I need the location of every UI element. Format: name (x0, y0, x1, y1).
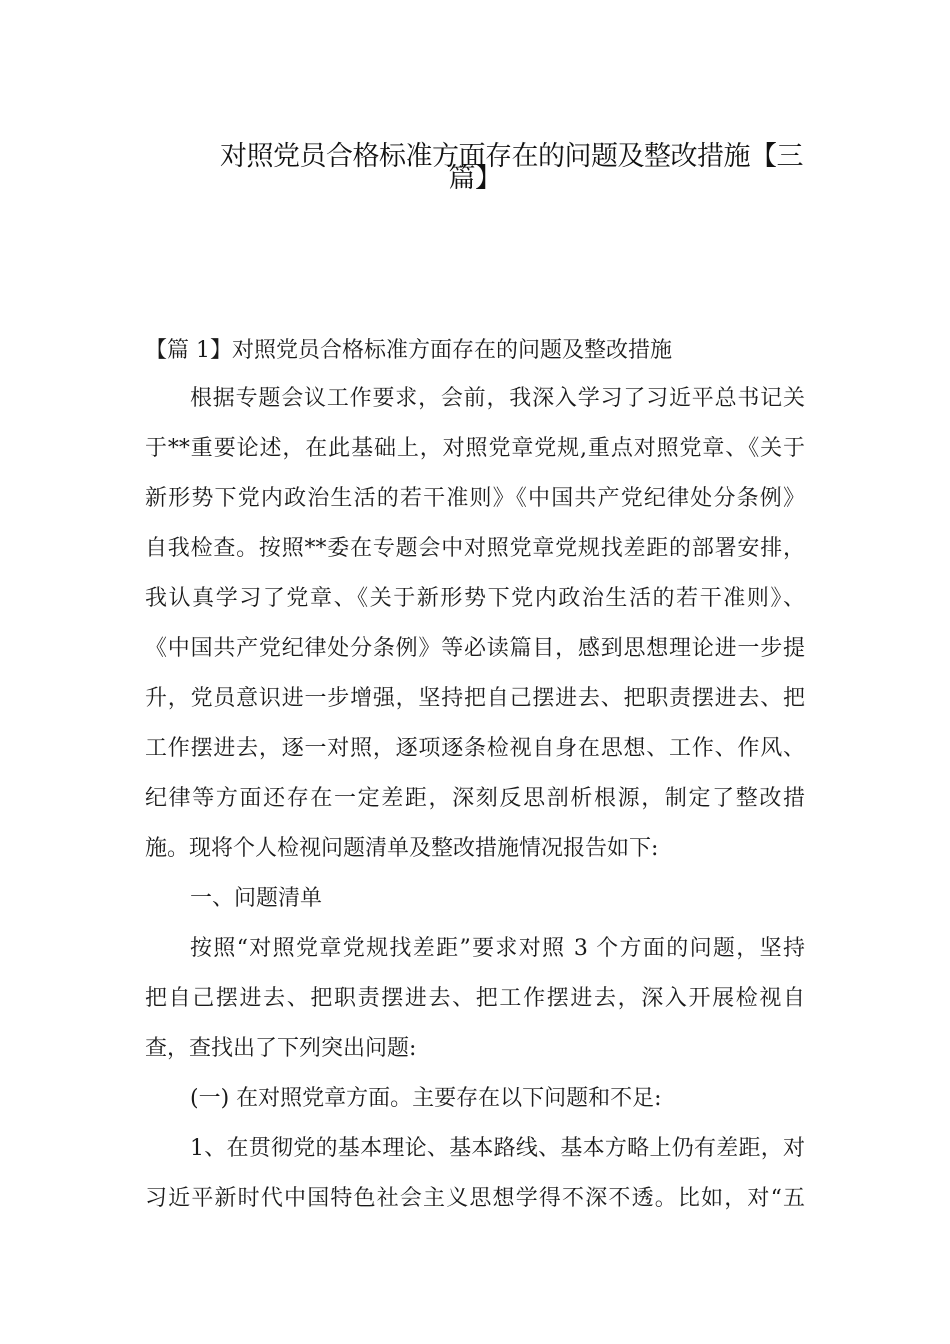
document-title-line-1: 对照党员合格标准方面存在的问题及整改措施【三 (220, 141, 803, 172)
paragraph-line: 根据专题会议工作要求，会前，我深入学习了习近平总书记关 (190, 386, 805, 411)
paragraph-line: 《中国共产党纪律处分条例》等必读篇目，感到思想理论进一步提 (145, 636, 805, 661)
paragraph-line: 把自己摆进去、把职责摆进去、把工作摆进去，深入开展检视自 (145, 986, 805, 1011)
section-subheading: 一、问题清单 (190, 886, 323, 911)
paragraph-line: 我认真学习了党章、《关于新形势下党内政治生活的若干准则》、 (145, 586, 805, 611)
paragraph-line: 纪律等方面还存在一定差距，深刻反思剖析根源，制定了整改措 (145, 786, 805, 811)
paragraph-line: 于**重要论述，在此基础上，对照党章党规,重点对照党章、《关于 (145, 436, 805, 461)
paragraph-line: 查，查找出了下列突出问题: (145, 1036, 417, 1061)
paragraph-line: 工作摆进去，逐一对照，逐项逐条检视自身在思想、工作、作风、 (145, 736, 805, 761)
paragraph-line: 自我检查。按照**委在专题会中对照党章党规找差距的部署安排， (145, 536, 805, 561)
paragraph-line: 1、在贯彻党的基本理论、基本路线、基本方略上仍有差距，对 (190, 1136, 805, 1161)
paragraph-line: 施。现将个人检视问题清单及整改措施情况报告如下: (145, 836, 659, 861)
paragraph-line: 习近平新时代中国特色社会主义思想学得不深不透。比如，对“五 (145, 1186, 805, 1211)
section-heading: 【篇 1】对照党员合格标准方面存在的问题及整改措施 (145, 338, 672, 363)
document-title-line-2: 篇】 (448, 163, 502, 194)
paragraph-line: 按照“对照党章党规找差距”要求对照 3 个方面的问题，坚持 (190, 936, 805, 961)
paragraph-line: 新形势下党内政治生活的若干准则》《中国共产党纪律处分条例》 (145, 486, 805, 511)
paragraph-line: 升，党员意识进一步增强，坚持把自己摆进去、把职责摆进去、把 (145, 686, 805, 711)
section-subheading: (一) 在对照党章方面。主要存在以下问题和不足: (190, 1086, 662, 1111)
